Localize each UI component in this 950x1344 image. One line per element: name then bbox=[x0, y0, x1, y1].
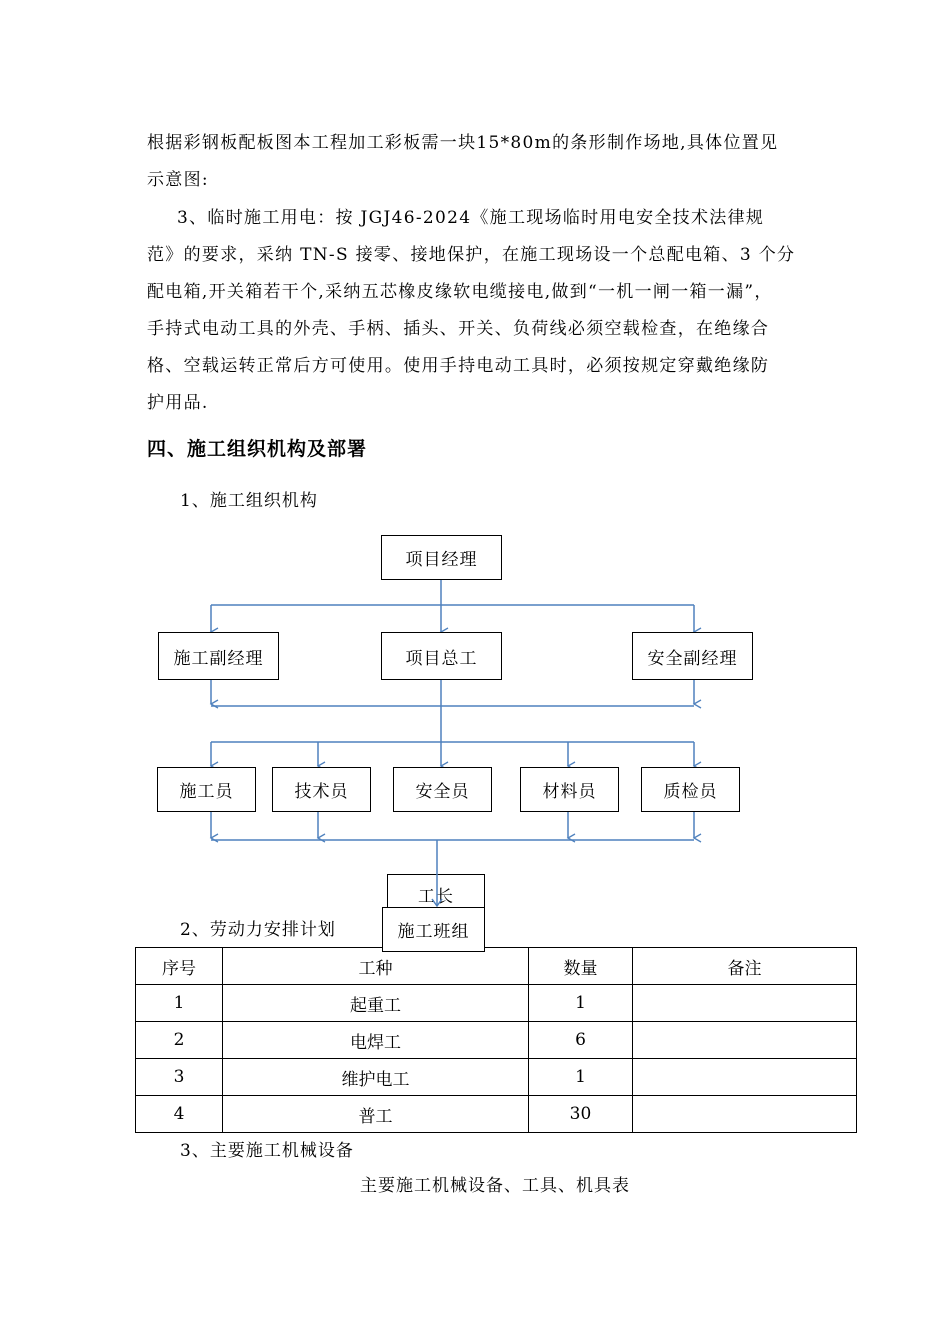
org-node-quality-inspector: 质检员 bbox=[641, 767, 740, 812]
labor-table bbox=[135, 947, 857, 1133]
table-cell: 维护电工 bbox=[223, 1059, 529, 1096]
paragraph-line: 范》的要求，采纳 TN-S 接零、接地保护，在施工现场设一个总配电箱、3 个分 bbox=[147, 245, 796, 265]
table-cell: 6 bbox=[529, 1022, 633, 1059]
table-cell: 2 bbox=[136, 1022, 223, 1059]
subsection-title: 1、施工组织机构 bbox=[180, 491, 318, 511]
subsection-title: 3、主要施工机械设备 bbox=[180, 1141, 354, 1161]
org-node-technician: 技术员 bbox=[272, 767, 371, 812]
org-node-safety-officer: 安全员 bbox=[393, 767, 492, 812]
table-cell bbox=[633, 1059, 857, 1096]
table-header: 数量 bbox=[529, 948, 633, 985]
table-header: 工种 bbox=[223, 948, 529, 985]
org-node-constructor: 施工员 bbox=[157, 767, 256, 812]
paragraph-line: 根据彩钢板配板图本工程加工彩板需一块15*80m的条形制作场地,具体位置见 bbox=[147, 133, 779, 153]
table-row bbox=[136, 1096, 857, 1133]
table-cell: 1 bbox=[529, 985, 633, 1022]
table-cell: 电焊工 bbox=[223, 1022, 529, 1059]
org-node-safety-deputy: 安全副经理 bbox=[632, 632, 753, 680]
paragraph-line: 护用品. bbox=[147, 393, 209, 413]
org-node-foreman: 工长 bbox=[387, 874, 485, 914]
subsection-title: 2、劳动力安排计划 bbox=[180, 920, 336, 940]
table-header: 序号 bbox=[136, 948, 223, 985]
table-header: 备注 bbox=[633, 948, 857, 985]
org-node-work-team: 施工班组 bbox=[382, 907, 485, 952]
table-cell: 1 bbox=[136, 985, 223, 1022]
table-row bbox=[136, 1059, 857, 1096]
table-cell bbox=[633, 1096, 857, 1133]
table-cell: 1 bbox=[529, 1059, 633, 1096]
table-row bbox=[136, 1022, 857, 1059]
paragraph-line: 格、空载运转正常后方可使用。使用手持电动工具时，必须按规定穿戴绝缘防 bbox=[147, 356, 770, 376]
table-cell: 普工 bbox=[223, 1096, 529, 1133]
org-node-material-officer: 材料员 bbox=[520, 767, 619, 812]
org-node-construction-deputy: 施工副经理 bbox=[158, 632, 279, 680]
table-cell: 30 bbox=[529, 1096, 633, 1133]
table-cell bbox=[633, 985, 857, 1022]
paragraph-line: 配电箱,开关箱若干个,采纳五芯橡皮缘软电缆接电,做到“一机一闸一箱一漏”， bbox=[147, 282, 773, 302]
table-cell bbox=[633, 1022, 857, 1059]
table-header-row bbox=[136, 948, 857, 985]
org-node-chief-engineer: 项目总工 bbox=[381, 632, 502, 680]
paragraph-line: 手持式电动工具的外壳、手柄、插头、开关、负荷线必须空载检查，在绝缘合 bbox=[147, 319, 770, 339]
table-cell: 3 bbox=[136, 1059, 223, 1096]
table-cell: 4 bbox=[136, 1096, 223, 1133]
section-heading: 四、施工组织机构及部署 bbox=[147, 438, 368, 460]
org-node-project-manager: 项目经理 bbox=[381, 535, 502, 580]
paragraph-line: 3、临时施工用电：按 JGJ46-2024《施工现场临时用电安全技术法律规 bbox=[177, 208, 765, 228]
table-row bbox=[136, 985, 857, 1022]
paragraph-line: 示意图: bbox=[147, 170, 209, 190]
table-caption: 主要施工机械设备、工具、机具表 bbox=[360, 1176, 630, 1196]
table-cell: 起重工 bbox=[223, 985, 529, 1022]
